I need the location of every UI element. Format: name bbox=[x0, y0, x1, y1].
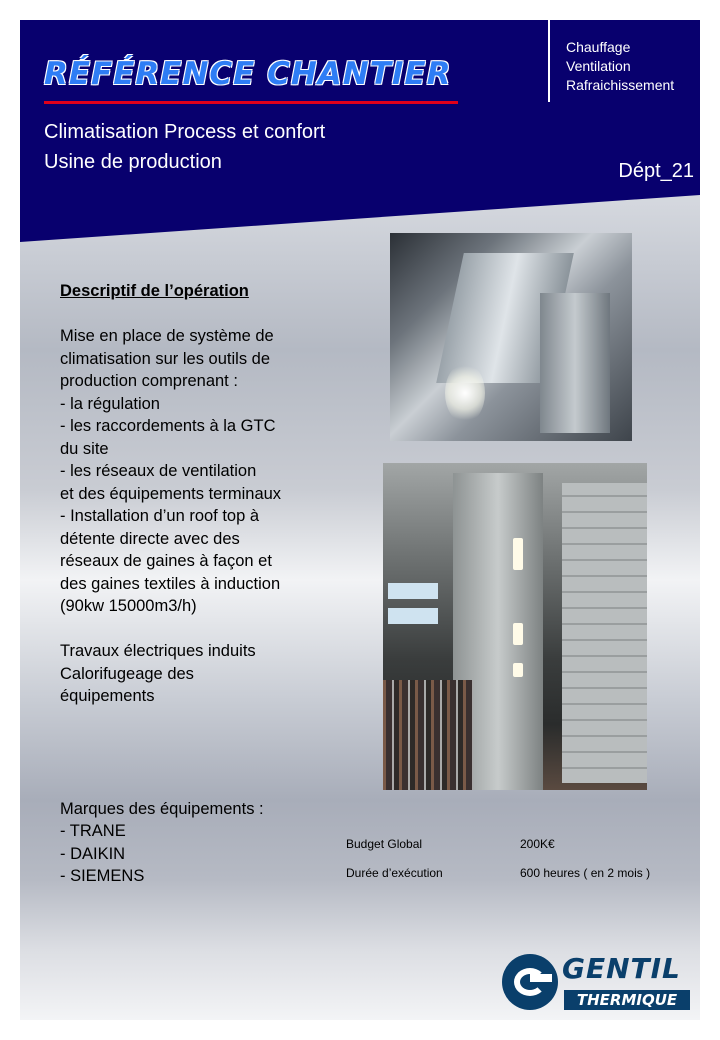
description-heading: Descriptif de l’opération bbox=[60, 282, 249, 300]
subtitle-line-1: Climatisation Process et confort bbox=[44, 121, 326, 143]
description-line: production comprenant : bbox=[60, 372, 238, 390]
logo-tagline: THERMIQUE bbox=[564, 990, 690, 1010]
description-line: - TRANE bbox=[60, 822, 126, 840]
department-label: Dépt_21 bbox=[618, 160, 694, 182]
description-line: - DAIKIN bbox=[60, 844, 126, 863]
description-line: réseaux de gaines à façon et bbox=[60, 552, 272, 570]
description-line: (90kw 15000m3/h) bbox=[60, 597, 197, 615]
light-glow bbox=[445, 363, 485, 423]
description-line: climatisation sur les outils de bbox=[60, 349, 271, 368]
ductwork-photo bbox=[390, 233, 632, 441]
description-paragraph-1 bbox=[60, 325, 322, 618]
budget-label: Budget Global bbox=[346, 837, 423, 851]
description-line: et des équipements terminaux bbox=[60, 484, 282, 503]
description-block bbox=[60, 280, 322, 888]
header-divider bbox=[548, 20, 550, 102]
ceiling-light bbox=[513, 623, 523, 645]
pipework bbox=[383, 680, 473, 790]
description-line: - la régulation bbox=[60, 394, 160, 413]
description-line: détente directe avec des bbox=[60, 529, 240, 548]
spacer bbox=[60, 618, 322, 641]
description-paragraph-2 bbox=[60, 640, 322, 708]
ceiling-light bbox=[513, 663, 523, 677]
description-line: équipements bbox=[60, 687, 155, 705]
logo-t-shape bbox=[530, 974, 552, 982]
description-line: - les réseaux de ventilation bbox=[60, 462, 257, 480]
description-line: Marques des équipements : bbox=[60, 799, 264, 818]
service-item: Chauffage bbox=[566, 39, 631, 55]
skylight bbox=[388, 608, 438, 624]
skylight bbox=[388, 583, 438, 599]
title-underline bbox=[44, 101, 458, 104]
service-item: Ventilation bbox=[566, 58, 631, 74]
duration-value: 600 heures ( en 2 mois ) bbox=[520, 866, 651, 880]
budget-value: 200K€ bbox=[520, 837, 555, 851]
description-line: Calorifugeage des bbox=[60, 664, 194, 683]
description-line: - Installation d’un roof top à bbox=[60, 507, 260, 525]
description-line: - les raccordements à la GTC bbox=[60, 417, 276, 435]
page-title: RÉFÉRENCE CHANTIER bbox=[44, 56, 452, 92]
description-line: Mise en place de système de bbox=[60, 327, 274, 345]
factory-hall-photo bbox=[383, 463, 647, 790]
description-line: - SIEMENS bbox=[60, 867, 145, 885]
description-line: des gaines textiles à induction bbox=[60, 574, 281, 593]
wall-panel bbox=[562, 483, 647, 783]
duct-shape bbox=[540, 293, 610, 433]
ceiling-light bbox=[513, 538, 523, 570]
services-list bbox=[566, 38, 674, 95]
logo-name: GENTIL bbox=[562, 952, 681, 985]
description-paragraph-3 bbox=[60, 798, 322, 888]
logo-g-shape bbox=[514, 968, 546, 996]
spacer bbox=[60, 708, 322, 798]
duration-label: Durée d’exécution bbox=[346, 866, 443, 880]
service-item: Rafraichissement bbox=[566, 77, 675, 93]
description-line: du site bbox=[60, 439, 109, 458]
logo-emblem-icon bbox=[502, 954, 558, 1010]
company-logo bbox=[502, 950, 692, 1012]
subtitle-line-2: Usine de production bbox=[44, 151, 222, 173]
description-line: Travaux électriques induits bbox=[60, 642, 256, 660]
